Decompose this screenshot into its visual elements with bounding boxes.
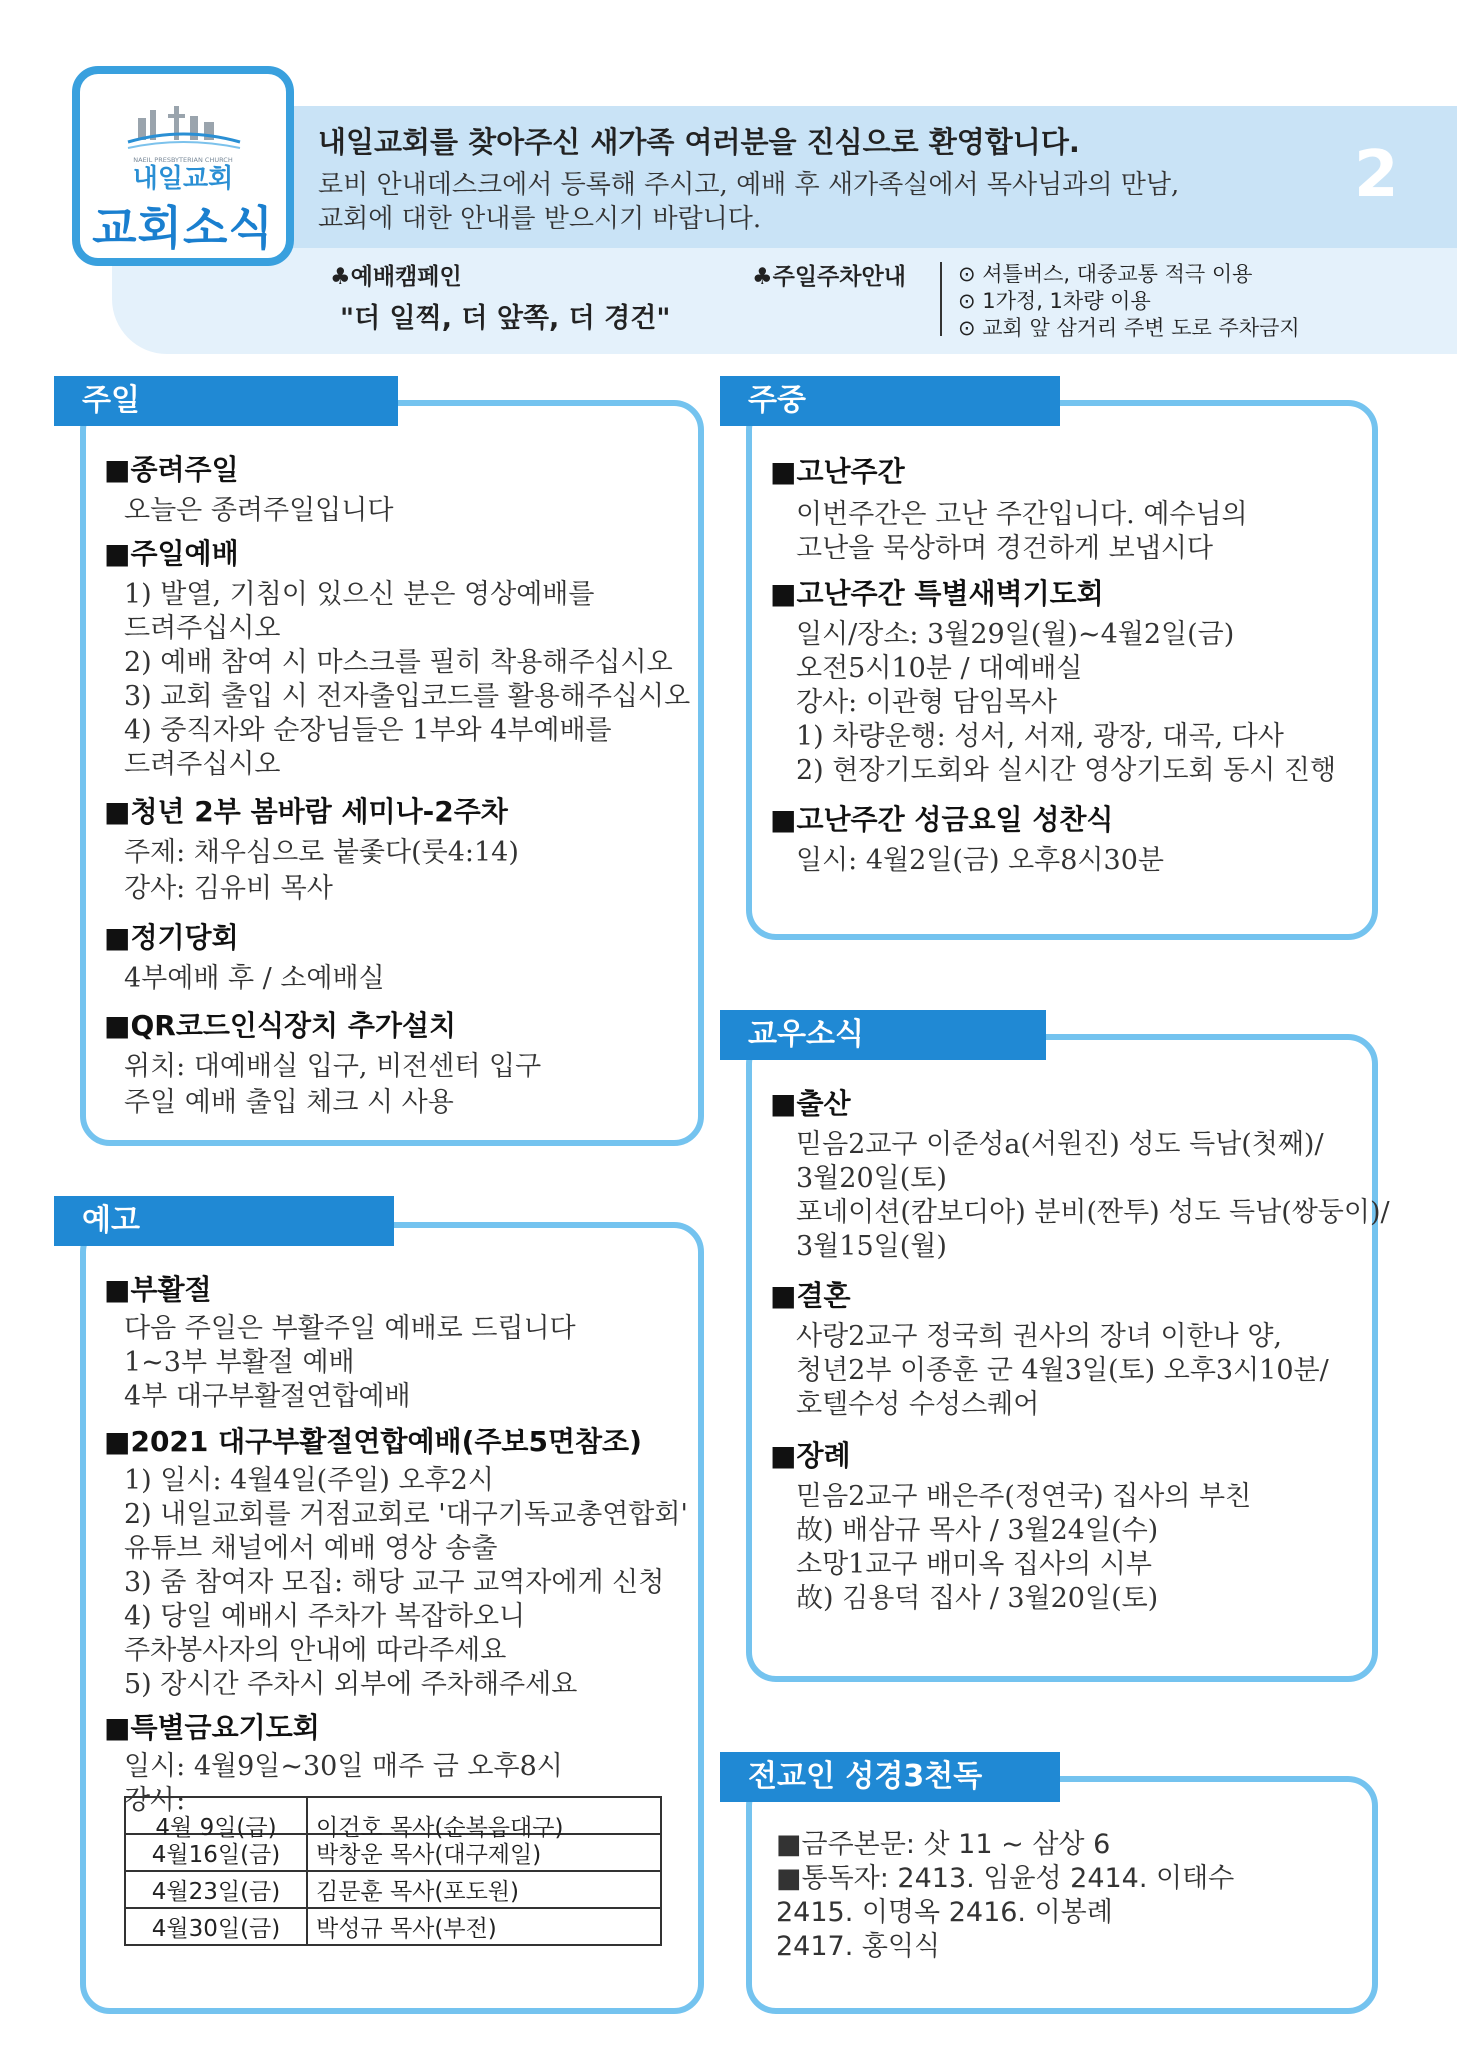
members-item-line: 사랑2교구 정국희 권사의 장녀 이한나 양, bbox=[796, 1321, 1282, 1352]
welcome-line: 로비 안내데스크에서 등록해 주시고, 예배 후 새가족실에서 목사님과의 만남, bbox=[318, 170, 1180, 200]
members-item-line: 포네이션(캄보디아) 분비(짠투) 성도 득남(쌍둥이)/ bbox=[796, 1197, 1390, 1228]
weekday-item-line: 1) 차량운행: 성서, 서재, 광장, 대곡, 다사 bbox=[796, 721, 1284, 752]
notice-item-title: ■특별금요기도회 bbox=[104, 1711, 320, 1744]
campaign-label: ♣예배캠페인 bbox=[330, 264, 462, 290]
sunday-item-line: 4부예배 후 / 소예배실 bbox=[124, 963, 385, 994]
sunday-item-line: 강사: 김유비 목사 bbox=[124, 873, 333, 904]
welcome-title: 내일교회를 찾아주신 새가족 여러분을 진심으로 환영합니다. bbox=[318, 125, 1080, 159]
sunday-item-title: ■청년 2부 봄바람 세미나-2주차 bbox=[104, 795, 508, 828]
members-item-line: 믿음2교구 배은주(정연국) 집사의 부친 bbox=[796, 1481, 1252, 1512]
sunday-item-line: 3) 교회 출입 시 전자출입코드를 활용해주십시오 bbox=[124, 681, 691, 712]
notice-header: 예고 bbox=[54, 1196, 394, 1246]
welcome-line: 교회에 대한 안내를 받으시기 바랍니다. bbox=[318, 204, 762, 234]
notice-item-line: 유튜브 채널에서 예배 영상 송출 bbox=[124, 1533, 498, 1564]
notice-item-line: 4부 대구부활절연합예배 bbox=[124, 1381, 411, 1412]
weekday-item-line: 이번주간은 고난 주간입니다. 예수님의 bbox=[796, 499, 1248, 530]
notice-item-line: 다음 주일은 부활주일 예배로 드립니다 bbox=[124, 1313, 576, 1344]
page-section-title: 교회소식 bbox=[92, 201, 274, 255]
schedule-speaker: 김문훈 목사(포도원) bbox=[307, 1871, 661, 1908]
members-item-line: 3월20일(토) bbox=[796, 1163, 947, 1194]
members-item-title: ■출산 bbox=[770, 1087, 851, 1120]
sunday-item-line: 2) 예배 참여 시 마스크를 필히 착용해주십시오 bbox=[124, 647, 673, 678]
notice-item-title: ■부활절 bbox=[104, 1273, 212, 1306]
members-item-line: 호텔수성 수성스퀘어 bbox=[796, 1389, 1040, 1420]
svg-text:NAEIL PRESBYTERIAN CHURCH: NAEIL PRESBYTERIAN CHURCH bbox=[133, 156, 233, 164]
notice-item-line: 3) 줌 참여자 모집: 해당 교구 교역자에게 신청 bbox=[124, 1567, 665, 1598]
parking-divider bbox=[940, 262, 942, 336]
members-item-line: 소망1교구 배미옥 집사의 시부 bbox=[796, 1549, 1152, 1580]
schedule-date: 4월16일(금) bbox=[125, 1834, 307, 1871]
sunday-item-title: ■종려주일 bbox=[104, 453, 239, 486]
sunday-item-title: ■QR코드인식장치 추가설치 bbox=[104, 1009, 457, 1042]
weekday-item-line: 2) 현장기도회와 실시간 영상기도회 동시 진행 bbox=[796, 755, 1337, 786]
schedule-date: 4월23일(금) bbox=[125, 1871, 307, 1908]
schedule-date: 4월30일(금) bbox=[125, 1908, 307, 1945]
weekday-item-line: 일시/장소: 3월29일(월)~4월2일(금) bbox=[796, 619, 1235, 650]
notice-item-line: 강사: bbox=[124, 1785, 186, 1816]
weekday-item-line: 고난을 묵상하며 경건하게 보냅시다 bbox=[796, 533, 1213, 564]
weekday-header: 주중 bbox=[720, 376, 1060, 426]
campaign-slogan: "더 일찍, 더 앞쪽, 더 경건" bbox=[340, 303, 671, 334]
members-item-title: ■장례 bbox=[770, 1439, 851, 1472]
notice-item-line: 5) 장시간 주차시 외부에 주차해주세요 bbox=[124, 1669, 578, 1700]
notice-item-line: 1~3부 부활절 예배 bbox=[124, 1347, 355, 1378]
members-item-line: 故) 배삼규 목사 / 3월24일(수) bbox=[796, 1515, 1159, 1546]
members-header: 교우소식 bbox=[720, 1010, 1046, 1060]
sunday-item-line: 위치: 대예배실 입구, 비전센터 입구 bbox=[124, 1051, 542, 1082]
bible-reading-line: ■금주본문: 삿 11 ~ 삼상 6 bbox=[776, 1829, 1111, 1860]
church-logo-box bbox=[72, 66, 294, 266]
table-row bbox=[125, 1908, 661, 1945]
weekday-item-line: 오전5시10분 / 대예배실 bbox=[796, 653, 1083, 684]
bible-reading-header: 전교인 성경3천독 bbox=[720, 1752, 1060, 1802]
notice-item-line: 2) 내일교회를 거점교회로 '대구기독교총연합회' bbox=[124, 1499, 688, 1530]
sunday-header: 주일 bbox=[54, 376, 398, 426]
weekday-item-title: ■고난주간 특별새벽기도회 bbox=[770, 577, 1104, 610]
parking-item: ⊙ 교회 앞 삼거리 주변 도로 주차금지 bbox=[958, 316, 1300, 340]
weekday-item-line: 일시: 4월2일(금) 오후8시30분 bbox=[796, 845, 1164, 876]
parking-item: ⊙ 셔틀버스, 대중교통 적극 이용 bbox=[958, 262, 1253, 286]
members-item-line: 믿음2교구 이준성a(서원진) 성도 득남(첫째)/ bbox=[796, 1129, 1324, 1160]
sunday-item-title: ■정기당회 bbox=[104, 921, 239, 954]
notice-item-line: 주차봉사자의 안내에 따라주세요 bbox=[124, 1635, 507, 1666]
bible-reading-line: 2415. 이명옥 2416. 이봉례 bbox=[776, 1897, 1113, 1928]
weekday-item-line: 강사: 이관형 담임목사 bbox=[796, 687, 1057, 718]
sunday-item-line: 주일 예배 출입 체크 시 사용 bbox=[124, 1087, 454, 1118]
notice-item-line: 1) 일시: 4월4일(주일) 오후2시 bbox=[124, 1465, 494, 1496]
schedule-speaker: 박창운 목사(대구제일) bbox=[307, 1834, 661, 1871]
schedule-date: 4월 9일(금) bbox=[125, 1807, 307, 1844]
sunday-item-line: 오늘은 종려주일입니다 bbox=[124, 495, 394, 526]
parking-label: ♣주일주차안내 bbox=[752, 264, 906, 290]
table-row bbox=[125, 1871, 661, 1908]
parking-item: ⊙ 1가정, 1차량 이용 bbox=[958, 289, 1151, 313]
sunday-item-line: 주제: 채우심으로 붙좇다(룻4:14) bbox=[124, 837, 519, 868]
schedule-speaker: 박성규 목사(부전) bbox=[307, 1908, 661, 1945]
weekday-item-title: ■고난주간 성금요일 성찬식 bbox=[770, 803, 1114, 836]
sunday-item-line: 드려주십시오 bbox=[124, 613, 281, 644]
members-item-line: 3월15일(월) bbox=[796, 1231, 947, 1262]
schedule-speaker: 이건호 목사(순복음대구) bbox=[307, 1807, 661, 1844]
members-item-line: 故) 김용덕 집사 / 3월20일(토) bbox=[796, 1583, 1159, 1614]
notice-item-title: ■2021 대구부활절연합예배(주보5면참조) bbox=[104, 1425, 642, 1458]
notice-item-line: 일시: 4월9일~30일 매주 금 오후8시 bbox=[124, 1751, 563, 1782]
page-number: 2 bbox=[1354, 138, 1399, 212]
members-item-title: ■결혼 bbox=[770, 1279, 851, 1312]
sunday-item-line: 1) 발열, 기침이 있으신 분은 영상예배를 bbox=[124, 579, 595, 610]
logo-church-name: 내일교회 bbox=[132, 164, 234, 194]
bible-reading-line: 2417. 홍익식 bbox=[776, 1931, 941, 1962]
weekday-item-title: ■고난주간 bbox=[770, 455, 905, 488]
sunday-item-line: 4) 중직자와 순장님들은 1부와 4부예배를 bbox=[124, 715, 612, 746]
sunday-item-line: 드려주십시오 bbox=[124, 749, 281, 780]
bible-reading-line: ■통독자: 2413. 임윤성 2414. 이태수 bbox=[776, 1863, 1235, 1894]
notice-item-line: 4) 당일 예배시 주차가 복잡하오니 bbox=[124, 1601, 526, 1632]
friday-prayer-schedule-table bbox=[124, 1796, 662, 1946]
sunday-item-title: ■주일예배 bbox=[104, 537, 239, 570]
members-item-line: 청년2부 이종훈 군 4월3일(토) 오후3시10분/ bbox=[796, 1355, 1329, 1386]
table-row bbox=[125, 1807, 661, 1844]
